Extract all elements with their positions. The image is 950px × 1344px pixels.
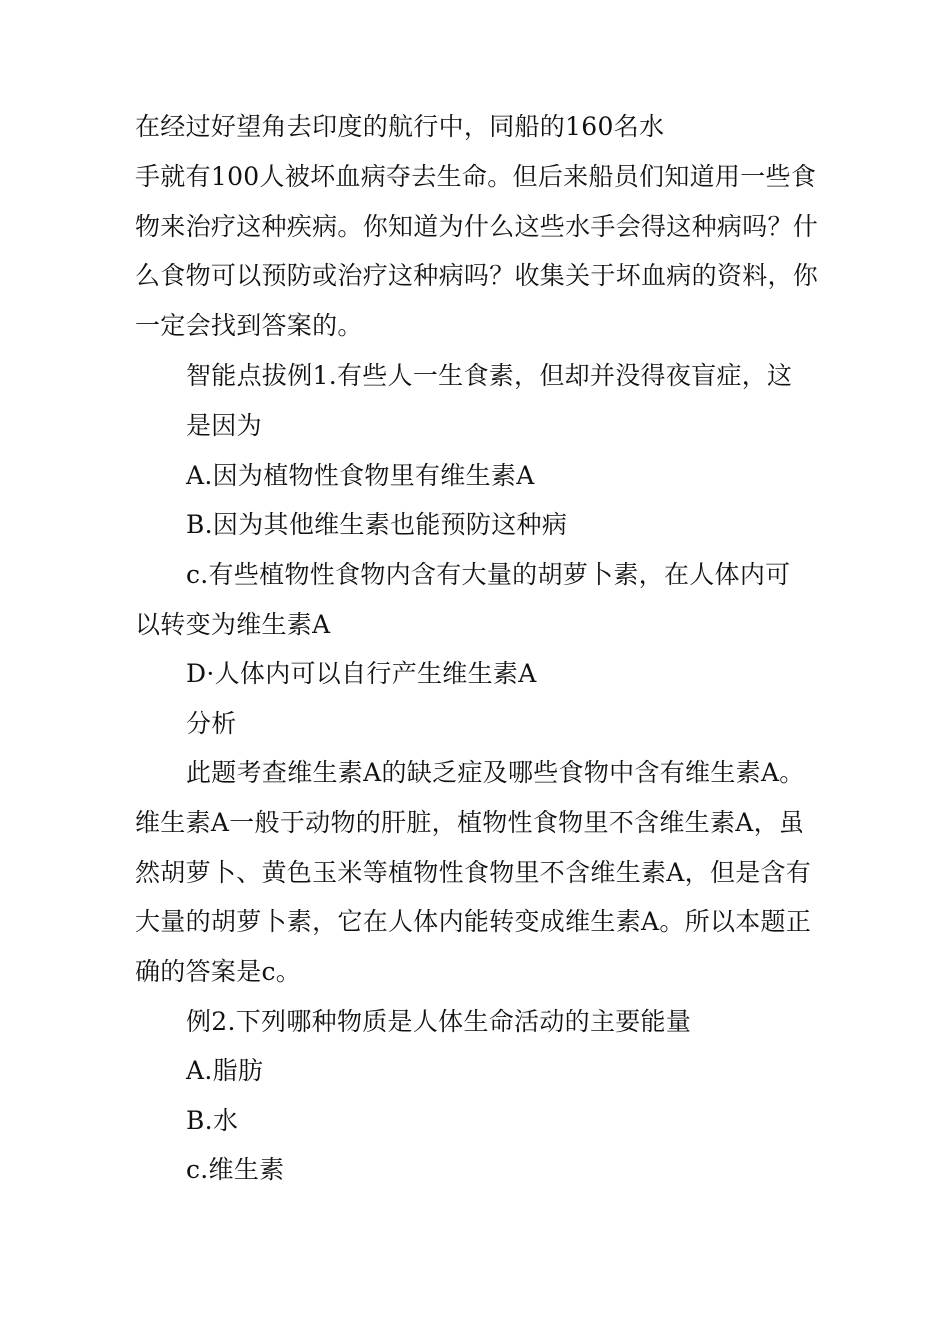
option-b: B.因为其他维生素也能预防这种病 bbox=[186, 510, 568, 539]
example-1-question: 智能点拔例1.有些人一生食素，但却并没得夜盲症，这 bbox=[186, 361, 793, 390]
option-d: D·人体内可以自行产生维生素A bbox=[186, 659, 537, 688]
text-line: 大量的胡萝卜素，它在人体内能转变成维生素A。所以本题正 bbox=[135, 907, 812, 936]
option-b: B.水 bbox=[186, 1106, 239, 1135]
text-line: 物来治疗这种疾病。你知道为什么这些水手会得这种病吗？什 bbox=[135, 212, 819, 241]
option-a: A.因为植物性食物里有维生素A bbox=[186, 461, 535, 490]
text-line: 么食物可以预防或治疗这种病吗？收集关于坏血病的资料，你 bbox=[135, 261, 819, 290]
text-line: 维生素A一般于动物的肝脏，植物性食物里不含维生素A，虽 bbox=[135, 808, 805, 837]
option-c: c.有些植物性食物内含有大量的胡萝卜素，在人体内可 bbox=[186, 560, 791, 589]
text-line: 然胡萝卜、黄色玉米等植物性食物里不含维生素A，但是含有 bbox=[135, 858, 812, 887]
analysis-heading: 分析 bbox=[186, 709, 237, 738]
option-c: c.维生素 bbox=[186, 1155, 285, 1184]
text-line: 手就有100人被坏血病夺去生命。但后来船员们知道用一些食 bbox=[135, 162, 817, 191]
text-line: 在经过好望角去印度的航行中，同船的160名水 bbox=[135, 112, 665, 141]
text-line: 以转变为维生素A bbox=[135, 610, 331, 639]
text-line: 一定会找到答案的。 bbox=[135, 311, 363, 340]
option-a: A.脂肪 bbox=[186, 1056, 264, 1085]
text-line: 是因为 bbox=[186, 411, 262, 440]
analysis-text: 此题考查维生素A的缺乏症及哪些食物中含有维生素A。 bbox=[186, 758, 805, 787]
example-2-question: 例2.下列哪种物质是人体生命活动的主要能量 bbox=[186, 1007, 692, 1036]
text-line: 确的答案是c。 bbox=[135, 957, 302, 986]
